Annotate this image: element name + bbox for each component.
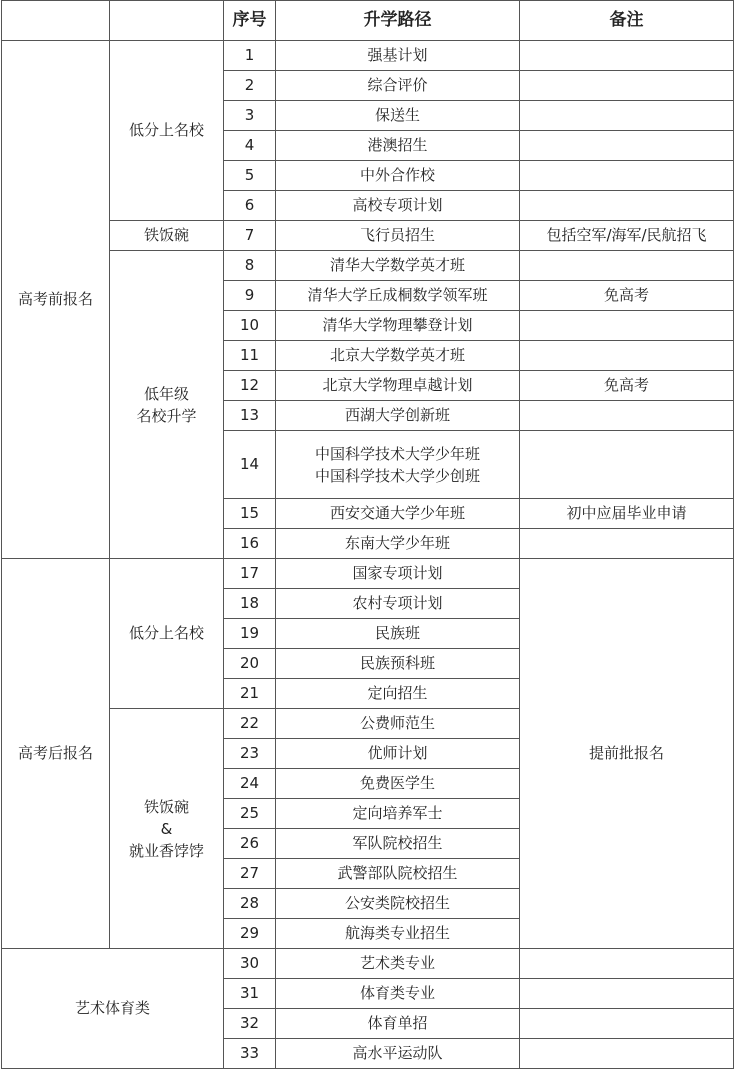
row-path: 高校专项计划 <box>276 191 520 221</box>
subgroup-low-score-2: 低分上名校 <box>110 559 224 709</box>
subgroup-iron-line1: 铁饭碗 <box>143 797 189 816</box>
row-note: 免高考 <box>520 281 734 311</box>
row-no: 3 <box>224 101 276 131</box>
row-path: 北京大学数学英才班 <box>276 341 520 371</box>
row-path: 优师计划 <box>276 739 520 769</box>
subgroup-junior-line1: 低年级 <box>143 384 189 403</box>
row-no: 29 <box>224 919 276 949</box>
row-note: 免高考 <box>520 371 734 401</box>
row-path-line2: 中国科学技术大学少创班 <box>314 466 480 485</box>
row-no: 14 <box>224 431 276 499</box>
row-path <box>276 431 520 499</box>
row-no: 16 <box>224 529 276 559</box>
row-path: 清华大学数学英才班 <box>276 251 520 281</box>
row-note <box>520 41 734 71</box>
row-path: 武警部队院校招生 <box>276 859 520 889</box>
row-path: 艺术类专业 <box>276 949 520 979</box>
row-note <box>520 101 734 131</box>
row-path: 保送生 <box>276 101 520 131</box>
row-note <box>520 949 734 979</box>
row-no: 4 <box>224 131 276 161</box>
subgroup-iron-employment <box>110 709 224 949</box>
subgroup-junior <box>110 251 224 559</box>
row-no: 33 <box>224 1039 276 1069</box>
row-note <box>520 979 734 1009</box>
row-path-line1: 中国科学技术大学少年班 <box>314 444 480 463</box>
row-path: 中外合作校 <box>276 161 520 191</box>
row-no: 19 <box>224 619 276 649</box>
subgroup-iron-bowl: 铁饭碗 <box>110 221 224 251</box>
row-path: 民族预科班 <box>276 649 520 679</box>
row-path: 航海类专业招生 <box>276 919 520 949</box>
header-note: 备注 <box>520 1 734 41</box>
row-path: 东南大学少年班 <box>276 529 520 559</box>
admission-paths-table <box>1 0 734 1069</box>
row-path: 飞行员招生 <box>276 221 520 251</box>
row-no: 24 <box>224 769 276 799</box>
row-path: 西湖大学创新班 <box>276 401 520 431</box>
header-path: 升学路径 <box>276 1 520 41</box>
row-path: 清华大学物理攀登计划 <box>276 311 520 341</box>
row-path: 清华大学丘成桐数学领军班 <box>276 281 520 311</box>
row-path: 国家专项计划 <box>276 559 520 589</box>
row-path: 公费师范生 <box>276 709 520 739</box>
row-no: 5 <box>224 161 276 191</box>
row-no: 2 <box>224 71 276 101</box>
row-note <box>520 251 734 281</box>
subgroup-low-score-1: 低分上名校 <box>110 41 224 221</box>
row-no: 6 <box>224 191 276 221</box>
row-path: 港澳招生 <box>276 131 520 161</box>
row-note <box>520 401 734 431</box>
row-no: 12 <box>224 371 276 401</box>
group-post-exam: 高考后报名 <box>2 559 110 949</box>
row-no: 1 <box>224 41 276 71</box>
row-path: 定向培养军士 <box>276 799 520 829</box>
row-note <box>520 311 734 341</box>
row-note: 包括空军/海军/民航招飞 <box>520 221 734 251</box>
row-no: 22 <box>224 709 276 739</box>
row-no: 25 <box>224 799 276 829</box>
row-no: 30 <box>224 949 276 979</box>
subgroup-iron-line2: & <box>160 819 173 838</box>
row-note <box>520 71 734 101</box>
row-path: 强基计划 <box>276 41 520 71</box>
row-no: 27 <box>224 859 276 889</box>
row-path: 体育类专业 <box>276 979 520 1009</box>
row-note <box>520 161 734 191</box>
row-no: 23 <box>224 739 276 769</box>
row-path: 定向招生 <box>276 679 520 709</box>
row-no: 9 <box>224 281 276 311</box>
row-no: 32 <box>224 1009 276 1039</box>
table-row <box>2 559 734 589</box>
row-no: 8 <box>224 251 276 281</box>
row-path: 免费医学生 <box>276 769 520 799</box>
group-art-sports: 艺术体育类 <box>2 949 224 1069</box>
table-row <box>2 949 734 979</box>
row-path: 体育单招 <box>276 1009 520 1039</box>
header-row <box>2 1 734 41</box>
group-pre-exam: 高考前报名 <box>2 41 110 559</box>
row-path: 农村专项计划 <box>276 589 520 619</box>
row-path: 军队院校招生 <box>276 829 520 859</box>
row-no: 17 <box>224 559 276 589</box>
row-note <box>520 431 734 499</box>
row-no: 15 <box>224 499 276 529</box>
row-path: 高水平运动队 <box>276 1039 520 1069</box>
subgroup-junior-line2: 名校升学 <box>136 406 197 425</box>
row-no: 7 <box>224 221 276 251</box>
row-no: 20 <box>224 649 276 679</box>
row-no: 13 <box>224 401 276 431</box>
table-row <box>2 251 734 281</box>
row-no: 10 <box>224 311 276 341</box>
subgroup-iron-line3: 就业香饽饽 <box>128 841 204 860</box>
row-note <box>520 341 734 371</box>
row-note <box>520 131 734 161</box>
row-no: 31 <box>224 979 276 1009</box>
row-note <box>520 191 734 221</box>
header-blank-2 <box>110 1 224 41</box>
table-row <box>2 41 734 71</box>
row-no: 26 <box>224 829 276 859</box>
header-seq: 序号 <box>224 1 276 41</box>
row-path: 西安交通大学少年班 <box>276 499 520 529</box>
row-note <box>520 1009 734 1039</box>
header-blank-1 <box>2 1 110 41</box>
row-path: 综合评价 <box>276 71 520 101</box>
row-path: 民族班 <box>276 619 520 649</box>
row-path: 公安类院校招生 <box>276 889 520 919</box>
row-note <box>520 529 734 559</box>
note-early-batch: 提前批报名 <box>520 559 734 949</box>
table-row <box>2 221 734 251</box>
row-note <box>520 1039 734 1069</box>
row-no: 18 <box>224 589 276 619</box>
row-no: 11 <box>224 341 276 371</box>
row-note: 初中应届毕业申请 <box>520 499 734 529</box>
row-no: 28 <box>224 889 276 919</box>
row-path: 北京大学物理卓越计划 <box>276 371 520 401</box>
row-no: 21 <box>224 679 276 709</box>
